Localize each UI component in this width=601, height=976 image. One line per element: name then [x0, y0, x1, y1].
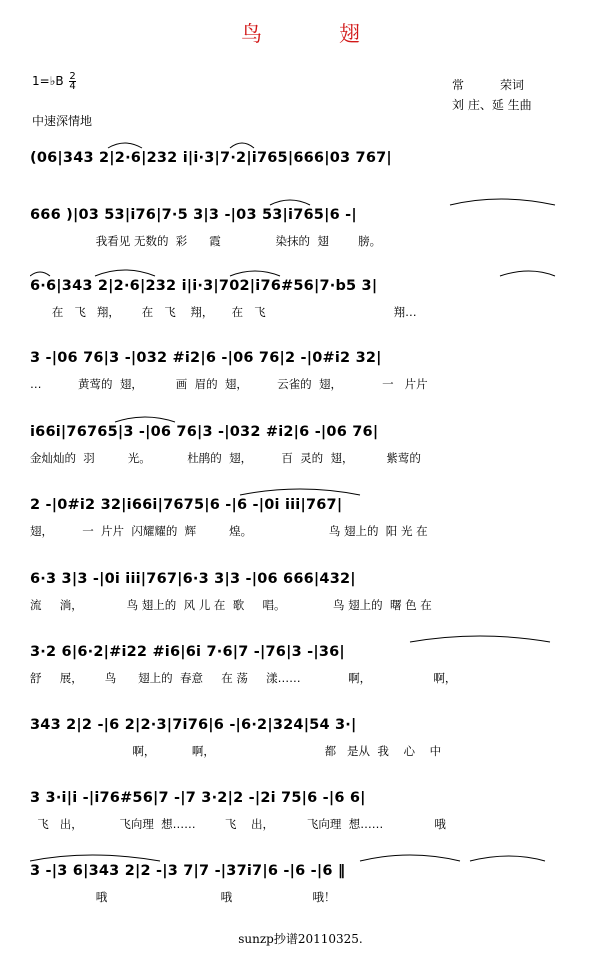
- notation-line-7: 6·3 3|3 -|0i iii|767|6·3 3|3 -|06 666|432|: [30, 571, 356, 587]
- lyrics-line-5: 金灿灿的 羽 光。 杜鹃的 翅， 百 灵的 翅， 紫莺的: [30, 451, 421, 465]
- lyrics-line-8: 舒 展， 鸟 翅上的 春意 在 荡 漾…… 啊， 啊，: [30, 671, 457, 685]
- time-signature-bottom: 4: [69, 81, 76, 92]
- notation-line-3: 6·6|343 2|2·6|232 i|i·3|702|i76#56|7·b5 3|: [30, 278, 378, 294]
- composer-credit: 刘 庄、延 生曲: [452, 98, 532, 112]
- lyrics-line-11: 哦 哦 哦！: [30, 890, 336, 904]
- transcriber-footer: sunzp抄谱20110325.: [238, 932, 363, 946]
- tempo-marking: 中速深情地: [32, 114, 93, 128]
- lyrics-line-9: 啊， 啊， 都 是从 我 心 中: [30, 744, 442, 758]
- key-label: 1=♭B: [32, 74, 64, 88]
- lyrics-line-10: 飞 出， 飞向理 想…… 飞 出， 飞向理 想…… 哦: [30, 817, 446, 831]
- notation-line-4: 3 -|06 76|3 -|032 #i2|6 -|06 76|2 -|0#i2 32|: [30, 350, 382, 366]
- lyrics-line-2: 我看见 无数的 彩 霞 染抹的 翅 膀。: [30, 234, 382, 248]
- time-signature-top: 2: [69, 71, 76, 82]
- notation-line-11: 3 -|3 6|343 2|2 -|3 7|7 -|37i7|6 -|6 -|6 ‖: [30, 863, 346, 879]
- lyrics-line-6: 翅， 一 片片 闪耀耀的 辉 煌。 鸟 翅上的 阳 光 在: [30, 524, 428, 538]
- notation-line-9: 343 2|2 -|6 2|2·3|7i76|6 -|6·2|324|54 3·|: [30, 717, 357, 733]
- notation-line-2: 666 )|03 53|i76|7·5 3|3 -|03 53|i765|6 -|: [30, 207, 357, 223]
- song-title: 鸟 翅: [241, 22, 388, 46]
- lyrics-line-3: 在 飞 翔， 在 飞 翔， 在 飞 翔…: [30, 305, 417, 319]
- notation-line-6: 2 -|0#i2 32|i66i|7675|6 -|6 -|0i iii|767|: [30, 497, 343, 513]
- notation-line-5: i66i|76765|3 -|06 76|3 -|032 #i2|6 -|06 76|: [30, 424, 379, 440]
- lyricist-credit: 常 荣词: [452, 78, 525, 92]
- lyrics-line-7: 流 淌， 鸟 翅上的 风 儿 在 歌 唱。 鸟 翅上的 曙 色 在: [30, 598, 432, 612]
- time-signature: [69, 72, 75, 91]
- key-signature: [32, 72, 76, 91]
- notation-line-8: 3·2 6|6·2|#i22 #i6|6i 7·6|7 -|76|3 -|36|: [30, 644, 345, 660]
- lyrics-line-4: … 黄莺的 翅， 画 眉的 翅， 云雀的 翅， 一 片片: [30, 377, 428, 391]
- notation-line-1: (06|343 2|2·6|232 i|i·3|7·2|i765|666|03 767|: [30, 150, 392, 166]
- notation-line-10: 3 3·i|i -|i76#56|7 -|7 3·2|2 -|2i 75|6 -|6 6|: [30, 790, 366, 806]
